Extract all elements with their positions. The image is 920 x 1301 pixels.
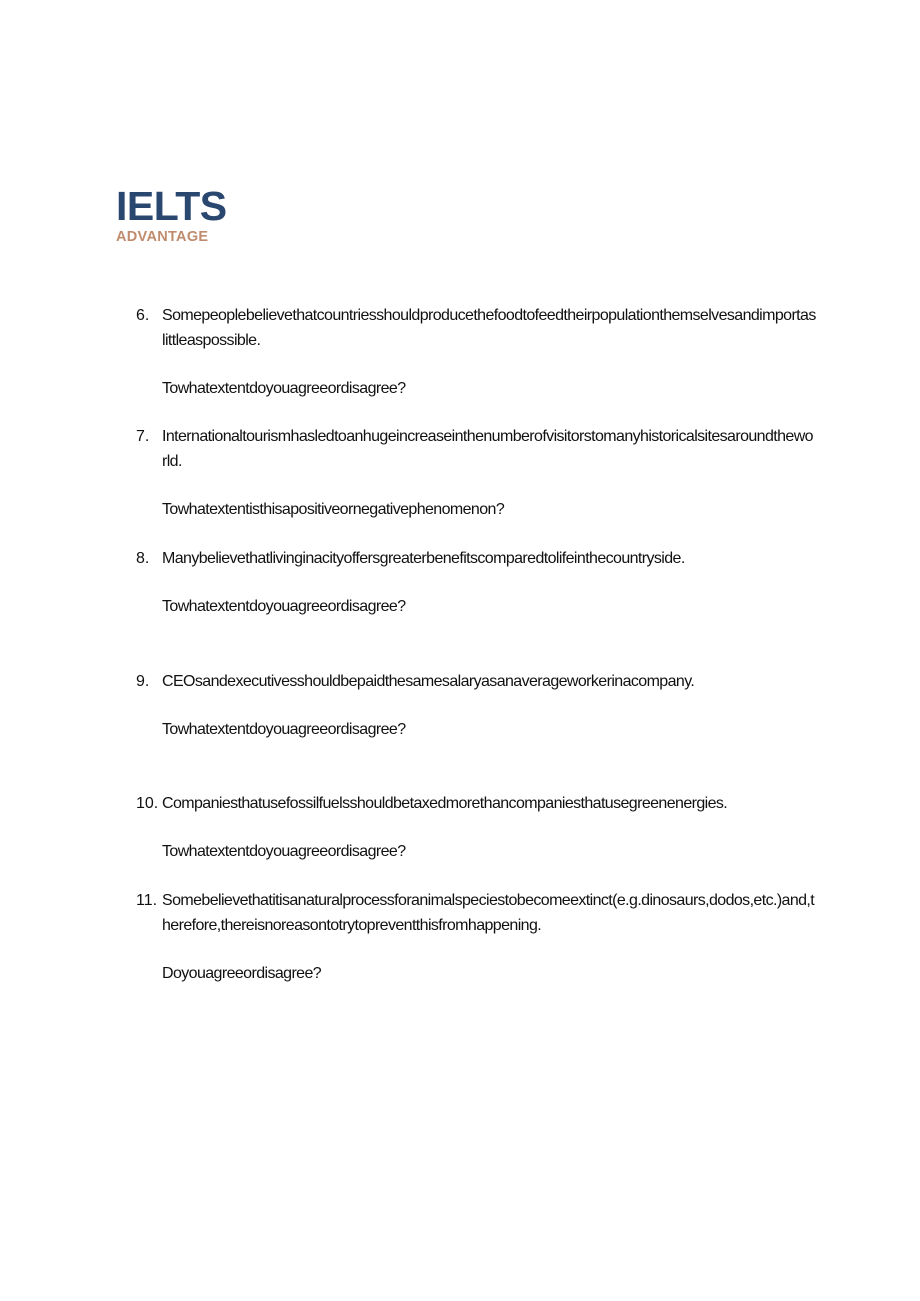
logo-title: IELTS (116, 183, 227, 229)
ielts-advantage-logo (116, 183, 227, 245)
question-statement: Somepeoplebelievethatcountriesshouldproducethefoodtofeedtheirpopulationthemselvesandimportaslittleaspossible. (162, 307, 816, 349)
question-statement: Somebelievethatitisanaturalprocessforanimalspeciestobecomeextinct(e.g.dinosaurs,dodos,etc.)and,therefore,thereisnoreasontotrytopreventthisfromhappening. (162, 892, 815, 934)
question-item (136, 669, 826, 742)
question-number: 10. (136, 795, 159, 812)
question-number: 6. (136, 307, 150, 324)
question-item (136, 791, 826, 864)
question-prompt: Towhatextentdoyouagreeordisagree? (162, 598, 406, 615)
question-number: 9. (136, 673, 150, 690)
question-item (136, 888, 826, 986)
question-prompt: Towhatextentdoyouagreeordisagree? (162, 380, 406, 397)
question-item (136, 424, 826, 522)
question-item (136, 303, 826, 401)
question-statement: Internationaltourismhasledtoanhugeincreaseinthenumberofvisitorstomanyhistoricalsitesaroundtheworld. (162, 428, 813, 470)
question-prompt: Towhatextentisthisapositiveornegativephenomenon? (162, 501, 505, 518)
logo-subtitle: ADVANTAGE (116, 229, 209, 245)
question-number: 7. (136, 428, 150, 445)
question-statement: Companiesthatusefossilfuelsshouldbetaxedmorethancompaniesthatusegreenenergies. (162, 795, 728, 812)
question-item (136, 546, 826, 619)
question-number: 11. (136, 892, 158, 909)
question-statement: CEOsandexecutivesshouldbepaidthesamesalaryasanaverageworkerinacompany. (162, 673, 695, 690)
question-statement: Manybelievethatlivinginacityoffersgreaterbenefitscomparedtolifeinthecountryside. (162, 550, 685, 567)
question-prompt: Towhatextentdoyouagreeordisagree? (162, 843, 406, 860)
question-number: 8. (136, 550, 150, 567)
question-prompt: Towhatextentdoyouagreeordisagree? (162, 721, 406, 738)
question-prompt: Doyouagreeordisagree? (162, 965, 322, 982)
